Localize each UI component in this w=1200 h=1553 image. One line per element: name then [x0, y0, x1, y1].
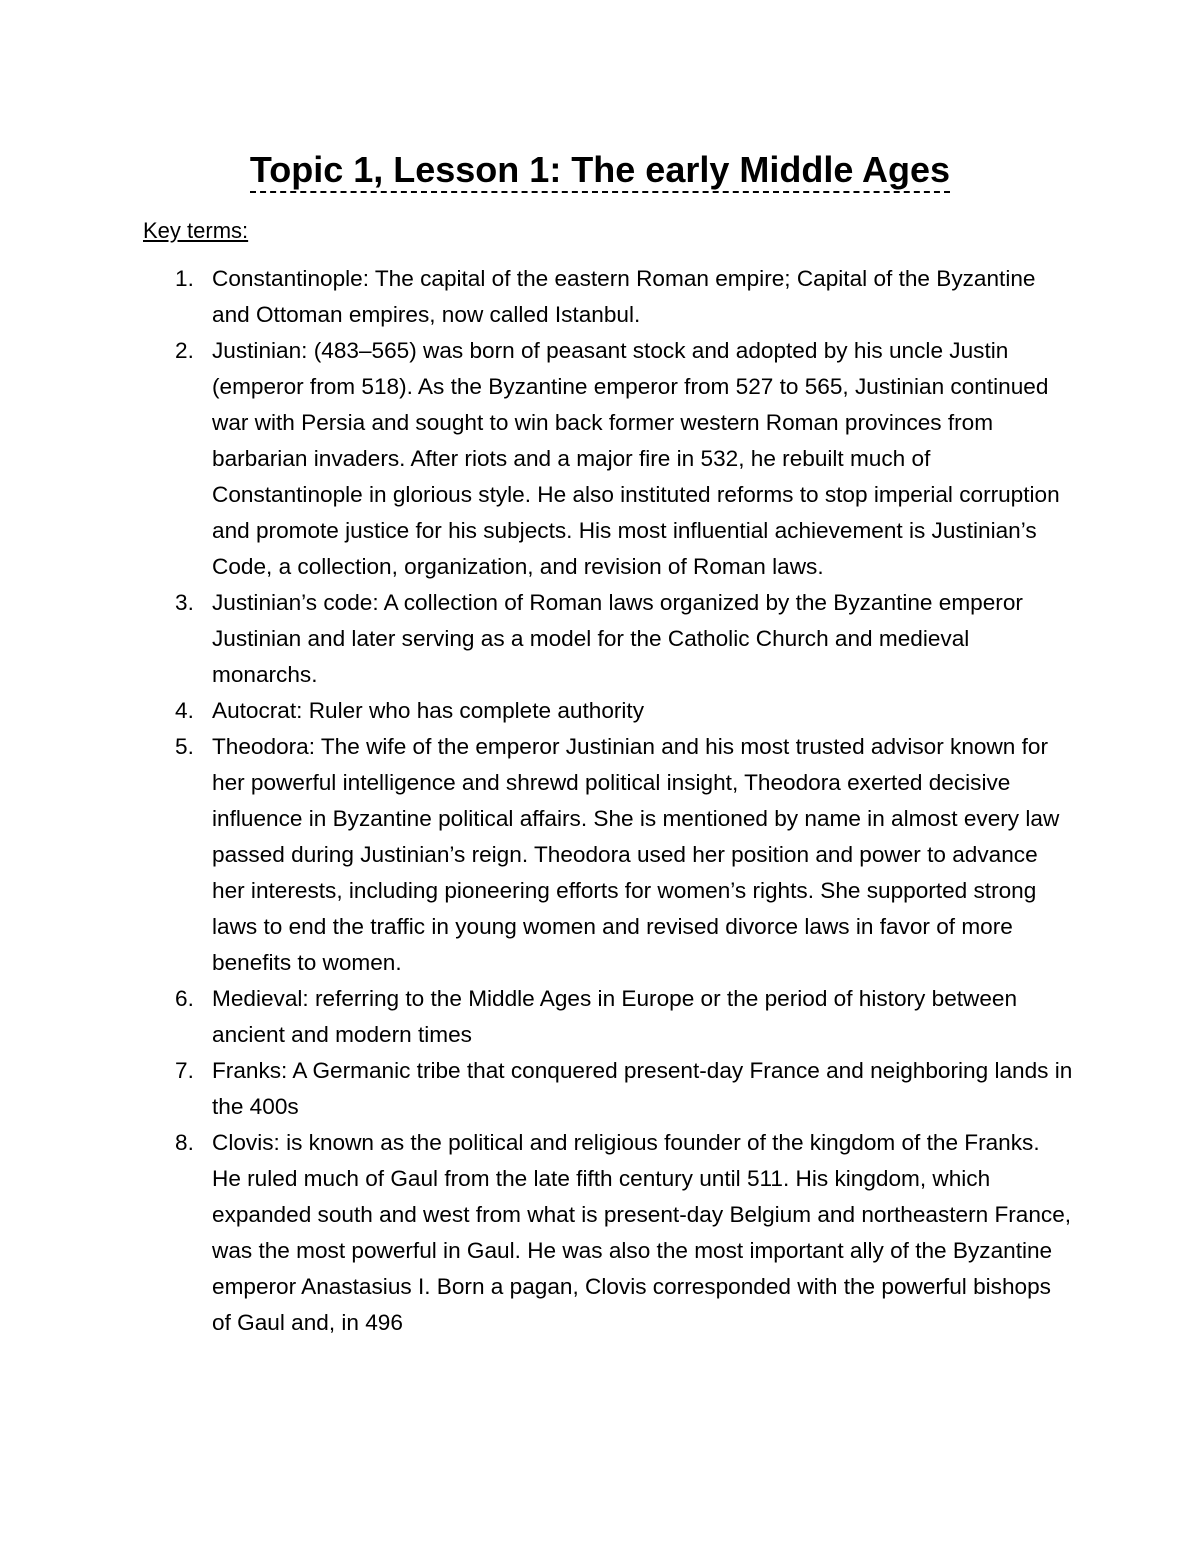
- list-item-number: 6.: [175, 986, 194, 1011]
- list-item: [143, 981, 1073, 1053]
- list-item: [143, 693, 1073, 729]
- list-item-number: 8.: [175, 1130, 194, 1155]
- list-item-text: Clovis: is known as the political and religious founder of the kingdom of the Franks. He ruled much of Gaul from the late fifth century until 511. His kingdom, which expanded south and west from what is present-day Belgium and northeastern France, was the most powerful in Gaul. He was also the most important ally of the Byzantine emperor Anastasius I. Born a pagan, Clovis corresponded with the powerful bishops of Gaul and, in 496: [212, 1130, 1072, 1335]
- list-item-text: Justinian: (483–565) was born of peasant stock and adopted by his uncle Justin (emperor from 518). As the Byzantine emperor from 527 to 565, Justinian continued war with Persia and sought to win back former western Roman provinces from barbarian invaders. After riots and a major fire in 532, he rebuilt much of Constantinople in glorious style. He also instituted reforms to stop imperial corruption and promote justice for his subjects. His most influential achievement is Justinian’s Code, a collection, organization, and revision of Roman laws.: [212, 338, 1060, 579]
- list-item-number: 1.: [175, 266, 194, 291]
- list-item-number: 4.: [175, 698, 194, 723]
- list-item: [143, 729, 1073, 981]
- list-item-number: 2.: [175, 338, 194, 363]
- list-item-text: Theodora: The wife of the emperor Justinian and his most trusted advisor known for her powerful intelligence and shrewd political insight, Theodora exerted decisive influence in Byzantine political affairs. She is mentioned by name in almost every law passed during Justinian’s reign. Theodora used her position and power to advance her interests, including pioneering efforts for women’s rights. She supported strong laws to end the traffic in young women and revised divorce laws in favor of more benefits to women.: [212, 734, 1060, 975]
- list-item-text: Constantinople: The capital of the eastern Roman empire; Capital of the Byzantine and Ottoman empires, now called Istanbul.: [212, 266, 1036, 327]
- list-item-text: Franks: A Germanic tribe that conquered present-day France and neighboring lands in the 400s: [212, 1058, 1073, 1119]
- page-title-text: Topic 1, Lesson 1: The early Middle Ages: [250, 149, 950, 193]
- list-item-number: 7.: [175, 1058, 194, 1083]
- list-item: [143, 333, 1073, 585]
- list-item-number: 3.: [175, 590, 194, 615]
- list-item-text: Autocrat: Ruler who has complete authority: [212, 698, 645, 723]
- key-terms-heading: Key terms:: [143, 218, 249, 243]
- list-item: [143, 261, 1073, 333]
- list-item: [143, 585, 1073, 693]
- list-item-text: Justinian’s code: A collection of Roman laws organized by the Byzantine emperor Justinian and later serving as a model for the Catholic Church and medieval monarchs.: [212, 590, 1023, 687]
- list-item-text: Medieval: referring to the Middle Ages in Europe or the period of history between ancient and modern times: [212, 986, 1018, 1047]
- page-title: [0, 148, 1200, 192]
- list-item: [143, 1125, 1073, 1341]
- key-terms-list: [143, 261, 1073, 1341]
- list-item-number: 5.: [175, 734, 194, 759]
- list-item: [143, 1053, 1073, 1125]
